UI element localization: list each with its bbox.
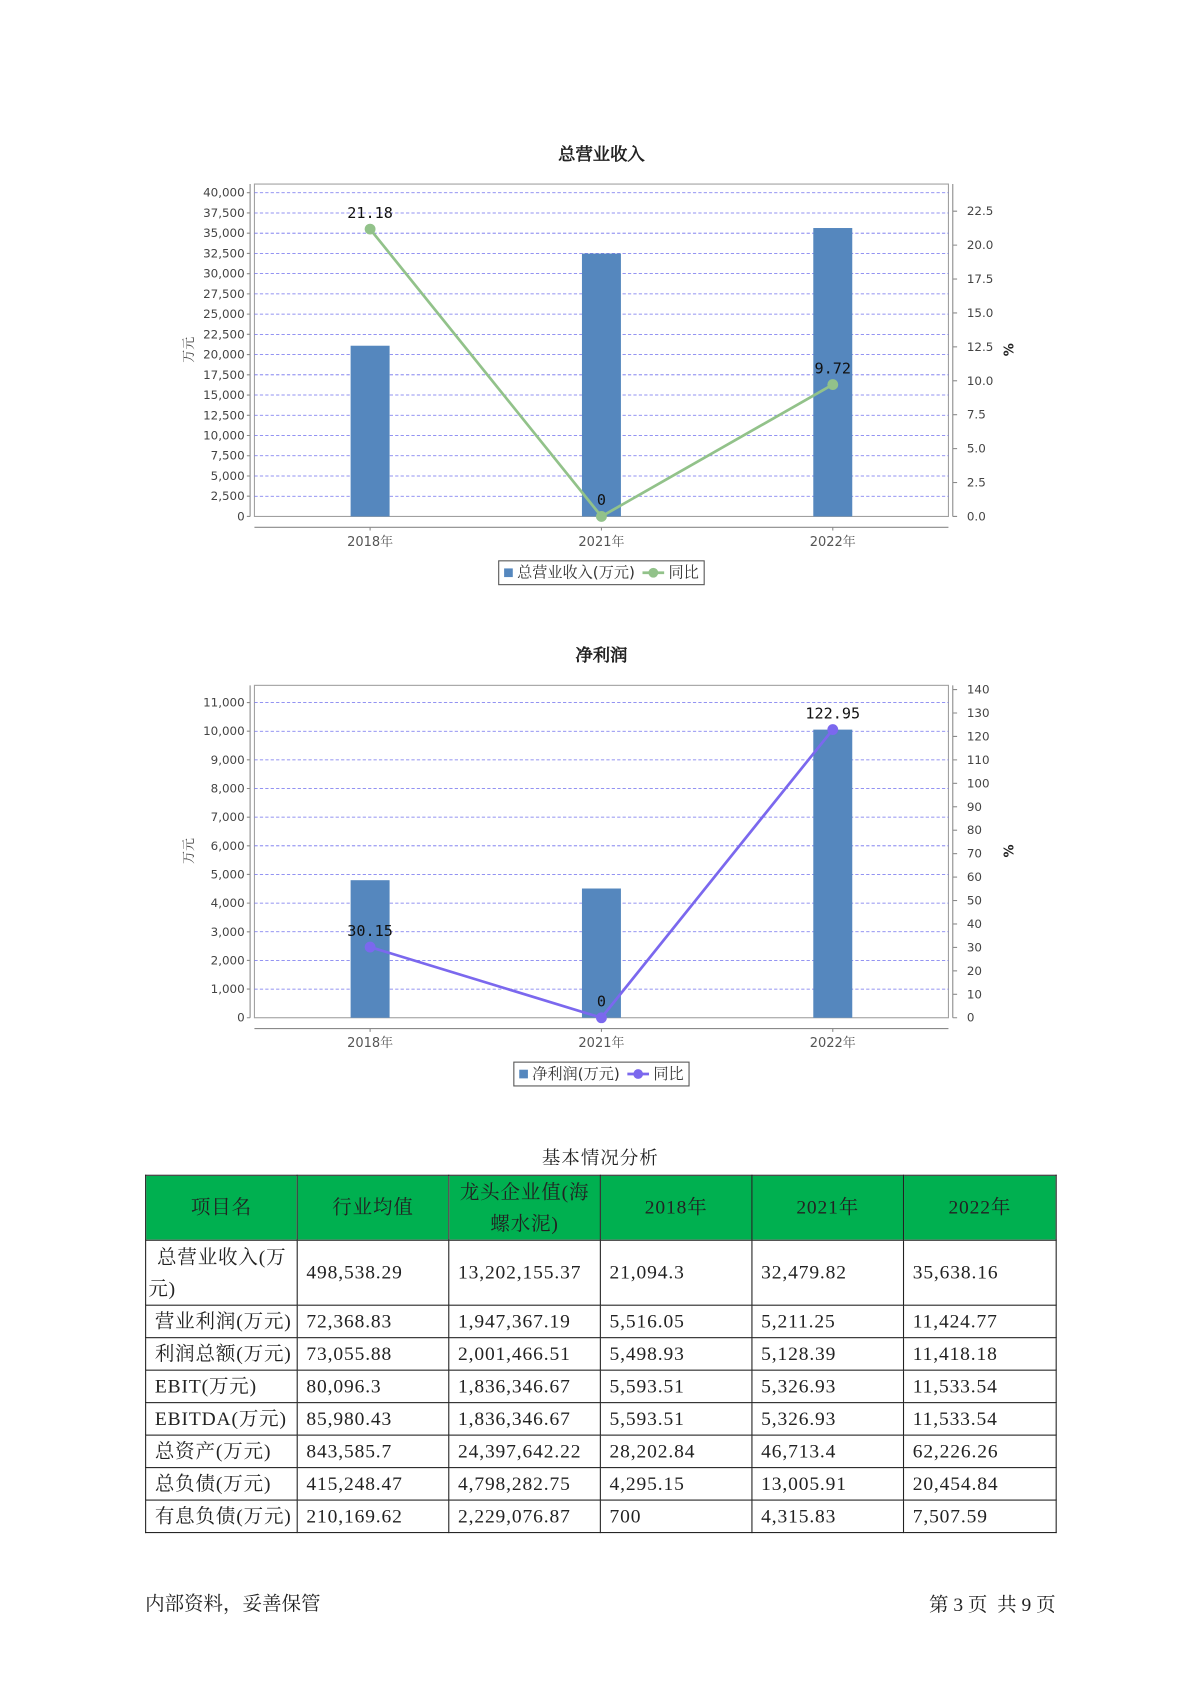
y-axis-title: 万元	[181, 336, 197, 363]
table-row	[146, 1468, 1057, 1500]
right-tick-label: 15.0	[966, 305, 994, 320]
left-axis	[203, 685, 250, 1024]
row-label-cell: 总营业收入(万元)	[146, 1240, 298, 1305]
value-cell: 11,533.54	[904, 1370, 1057, 1402]
legend-dot	[633, 1069, 643, 1079]
value-cell: 7,507.59	[904, 1500, 1057, 1532]
right-tick-label: 50	[966, 893, 982, 908]
right-tick-label: 120	[966, 729, 990, 744]
line-point	[365, 942, 376, 953]
value-cell: 11,533.54	[904, 1403, 1057, 1435]
value-cell: 210,169.62	[297, 1500, 449, 1532]
value-cell: 11,418.18	[904, 1338, 1057, 1370]
table-row	[146, 1338, 1057, 1370]
data-label: 0	[596, 491, 607, 510]
right-tick-label: 12.5	[966, 339, 994, 354]
value-cell: 62,226.26	[904, 1435, 1057, 1467]
category-label: 2018年	[347, 1036, 394, 1052]
legend-label: 同比	[668, 563, 699, 582]
right-tick-label: 30	[966, 940, 982, 955]
right-axis	[953, 683, 990, 1025]
net-profit-chart	[152, 637, 1040, 1103]
right-tick-label: 100	[966, 776, 990, 791]
left-tick-label: 7,500	[210, 448, 245, 463]
value-cell: 2,229,076.87	[449, 1500, 601, 1532]
left-tick-label: 15,000	[203, 388, 245, 403]
left-tick-label: 0	[237, 509, 245, 524]
value-cell: 5,593.51	[600, 1403, 752, 1435]
table-row	[146, 1500, 1057, 1532]
left-tick-label: 32,500	[203, 246, 245, 261]
right-tick-label: 80	[966, 823, 982, 838]
confidential-note: 内部资料，妥善保管	[145, 1592, 321, 1616]
right-tick-label: 0.0	[966, 509, 986, 524]
value-cell: 5,211.25	[752, 1305, 904, 1337]
chart-title: 总营业收入	[558, 144, 645, 165]
value-cell: 5,516.05	[600, 1305, 752, 1337]
value-cell: 5,128.39	[752, 1338, 904, 1370]
table-head	[146, 1175, 1057, 1240]
value-cell: 4,295.15	[600, 1468, 752, 1500]
left-tick-label: 40,000	[203, 185, 245, 200]
value-cell: 1,947,367.19	[449, 1305, 601, 1337]
bar	[813, 730, 852, 1018]
table-header-cell: 2022年	[904, 1175, 1057, 1240]
right-tick-label: 22.5	[966, 204, 994, 219]
right-tick-label: 110	[966, 752, 990, 767]
left-tick-label: 4,000	[210, 896, 245, 911]
category-label: 2022年	[809, 534, 856, 550]
right-tick-label: 7.5	[966, 407, 986, 422]
category-label: 2022年	[809, 1036, 856, 1052]
left-tick-label: 3,000	[210, 924, 245, 939]
chart-title: 净利润	[575, 646, 628, 667]
table-row	[146, 1370, 1057, 1402]
right-tick-label: 20	[966, 963, 982, 978]
data-label: 0	[596, 992, 607, 1011]
table-row	[146, 1435, 1057, 1467]
table-header-cell: 项目名	[146, 1175, 298, 1240]
category-axis	[254, 1029, 948, 1052]
value-cell: 46,713.4	[752, 1435, 904, 1467]
value-cell: 4,315.83	[752, 1500, 904, 1532]
table-row	[146, 1403, 1057, 1435]
table-header-cell: 龙头企业值(海螺水泥)	[449, 1175, 601, 1240]
left-axis	[203, 184, 250, 523]
right-tick-label: 20.0	[966, 238, 994, 253]
revenue-chart-canvas	[152, 135, 1040, 601]
value-cell: 5,593.51	[600, 1370, 752, 1402]
value-cell: 28,202.84	[600, 1435, 752, 1467]
right-tick-label: 130	[966, 706, 990, 721]
right-tick-label: 0	[966, 1010, 975, 1025]
y-right-axis-title: %	[1002, 343, 1018, 357]
row-label-cell: 营业利润(万元)	[146, 1305, 298, 1337]
left-tick-label: 5,000	[210, 468, 245, 483]
value-cell: 415,248.47	[297, 1468, 449, 1500]
table-header-cell: 行业均值	[297, 1175, 449, 1240]
page-number: 第 3 页 共 9 页	[928, 1593, 1056, 1616]
value-cell: 72,368.83	[297, 1305, 449, 1337]
right-tick-label: 40	[966, 916, 982, 931]
value-cell: 21,094.3	[600, 1240, 752, 1305]
line-point	[827, 724, 838, 735]
value-cell: 5,498.93	[600, 1338, 752, 1370]
legend	[499, 561, 704, 585]
table-body	[146, 1240, 1057, 1532]
value-cell: 85,980.43	[297, 1403, 449, 1435]
line-point	[596, 511, 607, 522]
row-label-cell: 总负债(万元)	[146, 1468, 298, 1500]
left-tick-label: 11,000	[203, 695, 245, 710]
value-cell: 13,005.91	[752, 1468, 904, 1500]
table-caption: 基本情况分析	[541, 1147, 659, 1169]
value-cell: 4,798,282.75	[449, 1468, 601, 1500]
left-tick-label: 2,500	[210, 489, 245, 504]
right-tick-label: 90	[966, 799, 982, 814]
line-point	[365, 224, 376, 235]
left-tick-label: 30,000	[203, 266, 245, 281]
value-cell: 843,585.7	[297, 1435, 449, 1467]
table-row	[146, 1305, 1057, 1337]
legend-dot	[648, 568, 658, 578]
row-label-cell: 利润总额(万元)	[146, 1338, 298, 1370]
legend	[514, 1062, 689, 1086]
left-tick-label: 6,000	[210, 838, 245, 853]
value-cell: 80,096.3	[297, 1370, 449, 1402]
right-tick-label: 10.0	[966, 373, 994, 388]
right-tick-label: 140	[966, 682, 990, 697]
left-tick-label: 37,500	[203, 205, 245, 220]
category-label: 2021年	[578, 534, 625, 550]
data-label: 122.95	[805, 704, 861, 723]
y-right-axis-title: %	[1002, 844, 1018, 858]
data-label: 30.15	[347, 921, 393, 940]
value-cell: 35,638.16	[904, 1240, 1057, 1305]
value-cell: 5,326.93	[752, 1403, 904, 1435]
data-label: 21.18	[347, 203, 393, 222]
category-label: 2021年	[578, 1036, 625, 1052]
left-tick-label: 10,000	[203, 428, 245, 443]
left-tick-label: 2,000	[210, 953, 245, 968]
left-tick-label: 20,000	[203, 347, 245, 362]
y-axis-title: 万元	[181, 838, 197, 864]
left-tick-label: 5,000	[210, 867, 245, 882]
left-tick-label: 1,000	[210, 982, 245, 997]
value-cell: 700	[600, 1500, 752, 1532]
row-label-cell: 总资产(万元)	[146, 1435, 298, 1467]
basic-analysis-table	[145, 1175, 1057, 1533]
value-cell: 1,836,346.67	[449, 1370, 601, 1402]
left-tick-label: 10,000	[203, 724, 245, 739]
table-header-cell: 2018年	[600, 1175, 752, 1240]
table-header-row	[146, 1175, 1057, 1240]
right-tick-label: 2.5	[966, 475, 986, 490]
left-tick-label: 25,000	[203, 307, 245, 322]
value-cell: 13,202,155.37	[449, 1240, 601, 1305]
right-tick-label: 60	[966, 870, 982, 885]
revenue-chart	[152, 135, 1040, 601]
left-tick-label: 7,000	[210, 810, 245, 825]
left-tick-label: 22,500	[203, 327, 245, 342]
table-header-cell: 2021年	[752, 1175, 904, 1240]
left-tick-label: 12,500	[203, 408, 245, 423]
value-cell: 5,326.93	[752, 1370, 904, 1402]
right-tick-label: 70	[966, 846, 982, 861]
left-tick-label: 8,000	[210, 781, 245, 796]
row-label-cell: EBITDA(万元)	[146, 1403, 298, 1435]
legend-swatch	[519, 1070, 528, 1079]
line-point	[596, 1012, 607, 1023]
value-cell: 1,836,346.67	[449, 1403, 601, 1435]
data-label: 9.72	[814, 359, 852, 378]
table-row	[146, 1240, 1057, 1305]
bar	[351, 346, 390, 517]
value-cell: 73,055.88	[297, 1338, 449, 1370]
right-axis	[953, 184, 994, 523]
right-tick-label: 5.0	[966, 441, 986, 456]
category-label: 2018年	[347, 534, 394, 550]
value-cell: 20,454.84	[904, 1468, 1057, 1500]
value-cell: 24,397,642.22	[449, 1435, 601, 1467]
value-cell: 32,479.82	[752, 1240, 904, 1305]
left-tick-label: 17,500	[203, 367, 245, 382]
left-tick-label: 35,000	[203, 226, 245, 241]
legend-label: 净利润(万元)	[532, 1065, 620, 1084]
value-cell: 11,424.77	[904, 1305, 1057, 1337]
left-tick-label: 9,000	[210, 752, 245, 767]
line-point	[827, 379, 838, 390]
value-cell: 498,538.29	[297, 1240, 449, 1305]
right-tick-label: 17.5	[966, 272, 994, 287]
category-axis	[254, 527, 948, 550]
legend-swatch	[504, 568, 513, 577]
net-profit-chart-canvas	[152, 637, 1040, 1103]
row-label-cell: 有息负债(万元)	[146, 1500, 298, 1532]
row-label-cell: EBIT(万元)	[146, 1370, 298, 1402]
left-tick-label: 0	[237, 1010, 245, 1025]
left-tick-label: 27,500	[203, 286, 245, 301]
legend-label: 同比	[653, 1065, 684, 1084]
right-tick-label: 10	[966, 987, 982, 1002]
value-cell: 2,001,466.51	[449, 1338, 601, 1370]
legend-label: 总营业收入(万元)	[517, 563, 635, 582]
bar	[582, 254, 621, 517]
